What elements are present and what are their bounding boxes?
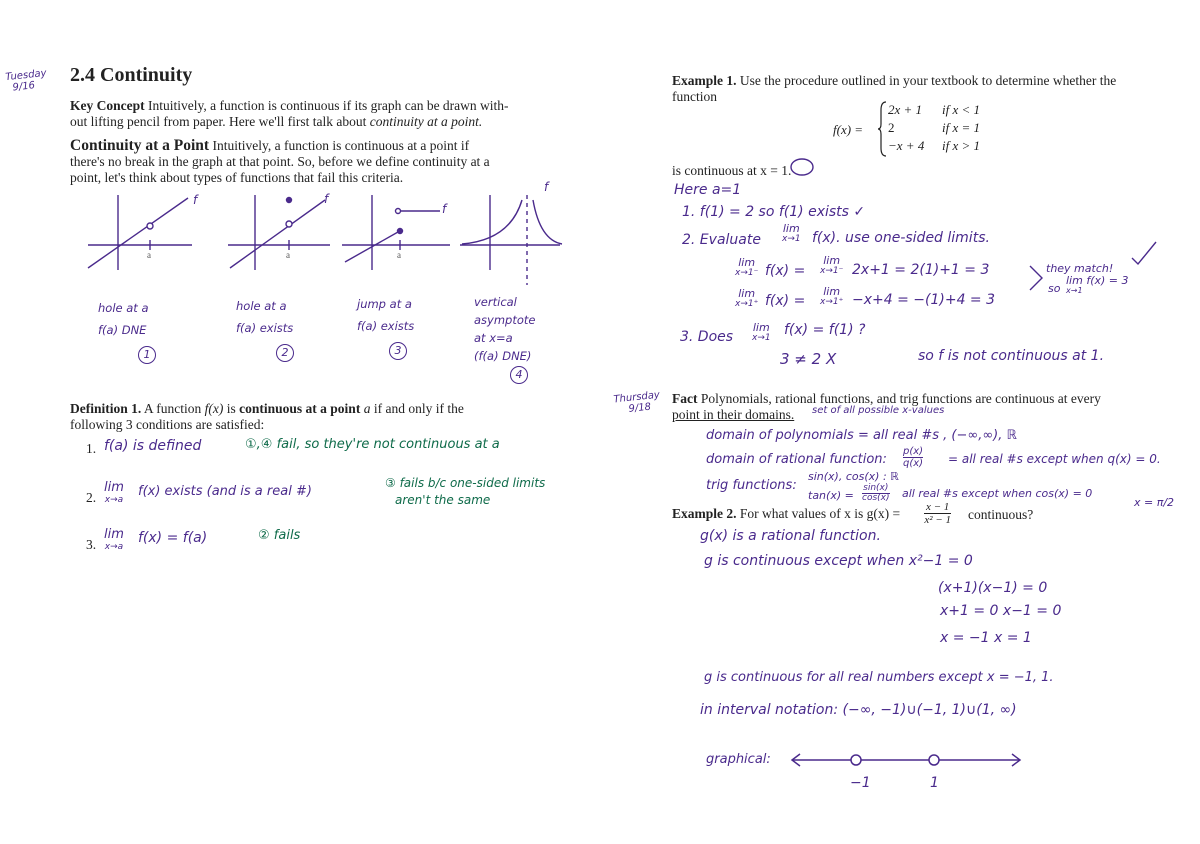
answer-line7: in interval notation: (−∞, −1)∪(−1, 1)∪(1, ∞): [700, 702, 1017, 718]
match-note: they match!: [1046, 262, 1114, 275]
condition-1-note: ①,④ fail, so they're not continuous at a: [245, 437, 500, 452]
domains-note: set of all possible x-values: [812, 405, 945, 416]
example2-end: continuous?: [968, 507, 1034, 522]
condition-3-number: 3.: [86, 537, 97, 552]
trig-side-note: x = π/2: [1134, 496, 1175, 509]
condition-3-note: ② fails: [258, 528, 301, 543]
answer-line4: x+1 = 0 x−1 = 0: [940, 603, 1062, 619]
example2-den: x² − 1: [924, 514, 951, 526]
key-concept-line2a: out lifting pencil from paper. Here we'll first talk about: [70, 114, 370, 129]
definition-line1b: is: [223, 401, 240, 416]
graph-2-note2: f(a) exists: [236, 321, 294, 335]
graph-1-a-label: a: [147, 250, 151, 260]
condition-2-lim-sub: x→a: [104, 495, 124, 505]
graph-2-f-label: f: [324, 192, 329, 206]
date-note-2-day: Thursday: [612, 389, 661, 406]
step3-lim-word: lim: [752, 321, 770, 334]
piece-3-expr: −x + 4: [888, 138, 925, 153]
example2-label: Example 2.: [672, 506, 737, 521]
work-step2: 2. Evaluate: [682, 232, 761, 248]
graph-4-note3: at x=a: [474, 331, 513, 345]
work-step2-lim-word: lim: [782, 222, 800, 235]
definition-line1c: if and only if the: [370, 401, 464, 416]
graph-4-f-label: f: [544, 180, 549, 194]
graph-4-number: 4: [510, 366, 528, 384]
definition-a: a: [360, 401, 371, 416]
key-concept-line2b: continuity at a point.: [369, 114, 483, 129]
fact-label: Fact: [672, 391, 698, 406]
graph-1-note2: f(a) DNE: [98, 323, 147, 337]
work-step1: 1. f(1) = 2 so f(1) exists ✓: [682, 204, 866, 220]
condition-1-number: 1.: [86, 441, 97, 456]
graph-3-a-label: a: [397, 250, 401, 260]
date-note-2-date: 9/18: [628, 401, 652, 415]
step3-answer: 3 ≠ 2 X: [780, 350, 837, 368]
graph-3-f-label: f: [442, 202, 447, 216]
condition-3-lim-word: lim: [104, 527, 124, 542]
piecewise-lhs: f(x) =: [833, 122, 864, 137]
left-lim2-sub: x→1⁻: [820, 266, 844, 276]
answer-line5: x = −1 x = 1: [940, 630, 1032, 646]
graph-1-note1: hole at a: [98, 301, 149, 315]
cap-line2: there's no break in the graph at that point. So, before we define continuity at a: [70, 154, 490, 169]
cap-line3: point, let's think about types of functions that fail this criteria.: [70, 170, 404, 185]
example1-line1: Use the procedure outlined in your textbook to determine whether the: [739, 73, 1117, 88]
condition-1-text: f(a) is defined: [104, 438, 202, 454]
tick-1: 1: [930, 775, 939, 791]
step3-conclusion: so f is not continuous at 1.: [918, 348, 1105, 364]
is-continuous-at: is continuous at x = 1.: [672, 163, 792, 178]
condition-2-number: 2.: [86, 490, 97, 505]
graph-2-a-label: a: [286, 250, 290, 260]
example2-num: x − 1: [926, 501, 950, 513]
example1-label: Example 1.: [672, 73, 737, 88]
answer-line3: (x+1)(x−1) = 0: [938, 580, 1048, 596]
piece-2-expr: 2: [888, 120, 895, 135]
graphical-label: graphical:: [706, 752, 771, 767]
answer-line1: g(x) is a rational function.: [700, 528, 881, 544]
condition-2-note1: ③ fails b/c one-sided limits: [385, 476, 546, 490]
answer-line2: g is continuous except when x²−1 = 0: [704, 553, 973, 569]
condition-2-lim-word: lim: [104, 480, 124, 495]
right-lim-sub: x→1⁺: [735, 299, 759, 309]
trig-tan-prefix: tan(x) =: [808, 489, 854, 502]
work-here: Here a=1: [674, 182, 742, 198]
so-note: so: [1048, 282, 1061, 295]
trig-tan-den: cos(x): [862, 493, 890, 503]
definition-label: Definition 1.: [70, 401, 142, 416]
condition-3-text: f(x) = f(a): [138, 530, 208, 546]
graph-1-number: 1: [138, 346, 156, 364]
definition-fx: f(x): [204, 401, 224, 416]
graph-2-note1: hole at a: [236, 299, 287, 313]
condition-2-text: f(x) exists (and is a real #): [138, 484, 312, 499]
trig-label: trig functions:: [706, 478, 797, 493]
right-lim2-word: lim: [823, 285, 841, 298]
domain-polynomials: domain of polynomials = all real #s , (−∞,∞), ℝ: [706, 428, 1017, 443]
domain-rational-num: p(x): [903, 446, 924, 457]
example2-text: For what values of x is g(x) =: [739, 506, 901, 521]
graph-3-note1: jump at a: [357, 297, 412, 311]
so-limit-sub: x→1: [1066, 286, 1083, 295]
piece-1-expr: 2x + 1: [888, 102, 923, 117]
condition-2-note2: aren't the same: [395, 493, 491, 507]
piece-3-cond: if x > 1: [942, 138, 981, 153]
right-lim-word: lim: [738, 287, 756, 300]
graph-3-number: 3: [389, 342, 407, 360]
key-concept-label: Key Concept: [70, 98, 145, 113]
work-step2-lim-sub: x→1: [782, 234, 801, 244]
left-lim2-word: lim: [823, 254, 841, 267]
tick-neg1: −1: [850, 775, 871, 791]
graph-2-number: 2: [276, 344, 294, 362]
trig-tan-suffix: all real #s except when cos(x) = 0: [902, 487, 1093, 500]
domain-rational-den: q(x): [903, 458, 924, 469]
fact-line1: Polynomials, rational functions, and trig functions are continuous at every: [700, 391, 1101, 406]
right-lim2-sub: x→1⁺: [820, 297, 844, 307]
date-note-date: 9/16: [12, 80, 36, 94]
left-lim-sub: x→1⁻: [735, 268, 759, 278]
piece-1-cond: if x < 1: [942, 102, 981, 117]
step3-lim-sub: x→1: [752, 333, 771, 343]
example1-line2: function: [672, 89, 717, 104]
so-limit-text: lim f(x) = 3: [1066, 274, 1129, 287]
right-limit-text: f(x) =: [765, 293, 806, 309]
condition-3-lim-sub: x→a: [104, 542, 124, 552]
date-note-day: Tuesday: [4, 67, 48, 84]
step3-text: f(x) = f(1) ?: [784, 322, 866, 338]
left-limit-text: f(x) =: [765, 263, 806, 279]
trig-tan-num: sin(x): [863, 483, 889, 493]
definition-bold: continuous at a point: [239, 401, 361, 416]
graph-3-note2: f(a) exists: [357, 319, 415, 333]
section-title: 2.4 Continuity: [70, 64, 193, 86]
definition-line1a: A function: [143, 401, 205, 416]
cap-line1: Intuitively, a function is continuous at a point if: [212, 138, 470, 153]
left-lim-word: lim: [738, 256, 756, 269]
step3-prefix: 3. Does: [680, 329, 734, 345]
work-step2-text: f(x). use one-sided limits.: [812, 230, 990, 246]
piece-2-cond: if x = 1: [942, 120, 981, 135]
definition-line2: following 3 conditions are satisfied:: [70, 417, 265, 432]
answer-line6: g is continuous for all real numbers except x = −1, 1.: [704, 670, 1054, 685]
domain-rational-a: domain of rational function:: [706, 452, 887, 467]
fact-line2: point in their domains.: [672, 407, 795, 422]
graph-4-note1: vertical: [474, 295, 517, 309]
graph-4-note2: asymptote: [474, 313, 536, 327]
right-limit-eval: −x+4 = −(1)+4 = 3: [852, 292, 996, 308]
cap-title: Continuity at a Point: [70, 137, 210, 154]
graph-4-note4: (f(a) DNE): [474, 349, 532, 363]
left-limit-eval: 2x+1 = 2(1)+1 = 3: [852, 262, 990, 278]
graph-1-f-label: f: [193, 193, 198, 207]
domain-rational-b: = all real #s except when q(x) = 0.: [948, 452, 1161, 466]
trig-sin-cos: sin(x), cos(x) : ℝ: [808, 470, 899, 483]
key-concept-line1: Intuitively, a function is continuous if its graph can be drawn with-: [148, 98, 509, 113]
